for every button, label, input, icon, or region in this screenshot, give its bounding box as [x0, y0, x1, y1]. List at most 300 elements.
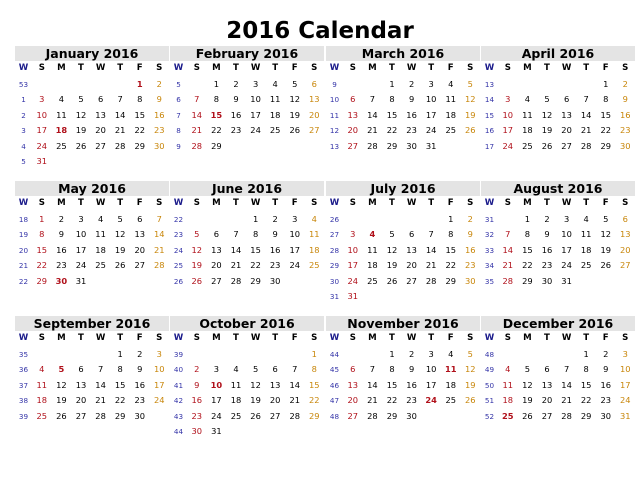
week-number: 18 — [18, 214, 29, 224]
day-cell: 20 — [347, 125, 359, 135]
week-number: 23 — [173, 230, 184, 239]
day-cell: 3 — [292, 213, 298, 224]
empty-day-cell — [110, 289, 130, 305]
day-cell: 15 — [114, 379, 126, 390]
day-cell: 16 — [600, 379, 611, 390]
week-row — [15, 212, 169, 228]
day-cell: 31 — [211, 426, 222, 436]
week-row — [15, 424, 169, 440]
weekday-header-row — [15, 61, 169, 77]
day-cell: 9 — [603, 364, 609, 374]
day-cell: 31 — [347, 291, 359, 301]
empty-day-cell — [32, 289, 52, 305]
week-number: 7 — [176, 110, 181, 120]
weekday-header-row — [481, 61, 635, 77]
weekday-header-row — [481, 196, 635, 212]
empty-day-cell — [187, 289, 207, 305]
empty-day-cell — [518, 347, 538, 363]
week-number-header: W — [18, 198, 29, 208]
day-cell: 2 — [137, 348, 143, 359]
week-row — [15, 123, 169, 139]
week-number: 27 — [329, 230, 340, 239]
week-number: 26 — [329, 214, 340, 224]
weekday-header: F — [136, 333, 143, 343]
week-row — [326, 77, 480, 93]
empty-day-cell — [130, 274, 150, 290]
empty-day-cell — [187, 212, 207, 228]
weekday-header: T — [583, 333, 590, 343]
day-cell: 3 — [350, 229, 356, 239]
empty-day-cell — [382, 212, 402, 228]
day-cell: 1 — [136, 78, 143, 89]
day-cell: 14 — [367, 379, 378, 390]
day-cell: 30 — [541, 275, 553, 286]
empty-day-cell — [71, 347, 91, 363]
day-cell: 16 — [56, 244, 67, 255]
empty-day-cell — [285, 289, 305, 305]
day-cell: 7 — [563, 364, 570, 374]
weekday-header: S — [622, 333, 629, 343]
weekday-header: M — [368, 198, 377, 208]
day-cell: 18 — [367, 260, 378, 270]
day-cell: 5 — [544, 94, 550, 104]
day-cell: 14 — [95, 379, 106, 390]
weekday-header: S — [38, 63, 45, 73]
day-cell: 5 — [467, 78, 473, 89]
week-row — [170, 227, 324, 243]
week-row — [326, 347, 480, 363]
day-cell: 29 — [445, 275, 456, 286]
day-cell: 10 — [250, 94, 261, 104]
empty-day-cell — [265, 139, 285, 155]
week-row — [170, 393, 324, 409]
day-cell: 29 — [386, 140, 398, 151]
day-cell: 5 — [117, 213, 123, 224]
week-row — [326, 108, 480, 124]
day-cell: 12 — [191, 244, 203, 255]
week-number: 8 — [176, 126, 181, 135]
empty-day-cell — [32, 424, 52, 440]
day-cell: 1 — [389, 348, 395, 359]
day-cell: 30 — [55, 275, 68, 286]
day-cell: 14 — [502, 244, 514, 255]
day-cell: 23 — [619, 125, 631, 135]
day-cell: 16 — [406, 109, 417, 120]
week-row — [481, 154, 635, 170]
day-cell: 16 — [230, 109, 242, 120]
month-days-table — [326, 331, 480, 440]
week-number: 22 — [173, 214, 184, 224]
day-cell: 12 — [56, 379, 67, 390]
day-cell: 28 — [230, 275, 242, 286]
day-cell: 16 — [153, 109, 165, 120]
week-number: 34 — [484, 261, 495, 270]
day-cell: 10 — [153, 364, 165, 374]
week-number-header: W — [484, 198, 495, 208]
week-number: 29 — [329, 261, 340, 270]
day-cell: 14 — [191, 109, 203, 120]
weekday-header: S — [504, 63, 511, 73]
weekday-header: S — [622, 63, 629, 73]
month-days-table — [326, 61, 480, 170]
day-cell: 2 — [194, 364, 200, 374]
month-title: October 2016 — [170, 316, 324, 331]
day-cell: 4 — [524, 94, 531, 104]
empty-day-cell — [226, 289, 246, 305]
day-cell: 6 — [563, 94, 570, 104]
day-cell: 17 — [425, 109, 437, 120]
week-row — [170, 378, 324, 394]
day-cell: 15 — [600, 109, 611, 120]
day-cell: 27 — [75, 410, 87, 421]
day-cell: 4 — [448, 78, 454, 89]
week-number: 17 — [484, 141, 495, 151]
empty-day-cell — [91, 424, 111, 440]
week-number-header: W — [484, 333, 495, 343]
weekday-header: M — [523, 198, 532, 208]
day-cell: 9 — [194, 379, 200, 390]
weekday-header: M — [57, 63, 66, 73]
day-cell: 17 — [289, 244, 300, 255]
month-days-table — [481, 61, 635, 170]
day-cell: 17 — [425, 379, 437, 390]
weekday-header: T — [78, 63, 84, 73]
day-cell: 21 — [425, 260, 437, 270]
weekday-header-row — [15, 331, 169, 347]
day-cell: 13 — [75, 379, 87, 390]
day-cell: 2 — [544, 213, 550, 224]
weekday-header: T — [389, 333, 395, 343]
empty-day-cell — [596, 274, 616, 290]
empty-day-cell — [187, 347, 207, 363]
day-cell: 9 — [544, 229, 550, 239]
day-cell: 14 — [580, 109, 592, 120]
week-number: 40 — [173, 365, 184, 374]
empty-day-cell — [421, 409, 441, 425]
day-cell: 29 — [114, 410, 126, 421]
week-number: 19 — [18, 230, 29, 239]
day-cell: 15 — [308, 379, 320, 390]
day-cell: 7 — [369, 364, 376, 374]
week-number: 32 — [484, 230, 495, 239]
day-cell: 24 — [502, 140, 514, 151]
day-cell: 19 — [464, 379, 476, 390]
day-cell: 21 — [561, 395, 572, 405]
day-cell: 19 — [75, 125, 87, 135]
month-title: July 2016 — [326, 181, 480, 196]
day-cell: 23 — [464, 260, 476, 270]
day-cell: 18 — [36, 395, 48, 405]
week-row — [481, 139, 635, 155]
week-row — [15, 154, 169, 170]
day-cell: 23 — [269, 260, 281, 270]
empty-day-cell — [363, 424, 383, 440]
day-cell: 27 — [211, 275, 222, 286]
empty-day-cell — [149, 424, 169, 440]
day-cell: 29 — [580, 410, 592, 421]
week-row — [326, 362, 480, 378]
week-row — [326, 378, 480, 394]
weekday-header: W — [406, 333, 417, 343]
day-cell: 27 — [406, 275, 417, 286]
week-number: 11 — [329, 110, 340, 120]
day-cell: 7 — [97, 364, 104, 374]
empty-day-cell — [52, 347, 72, 363]
weekday-header: S — [38, 333, 45, 343]
day-cell: 16 — [464, 244, 476, 255]
day-cell: 5 — [58, 364, 65, 374]
empty-day-cell — [596, 289, 616, 305]
day-cell: 9 — [408, 364, 415, 374]
day-cell: 31 — [75, 275, 87, 286]
day-cell: 13 — [347, 109, 359, 120]
day-cell: 14 — [367, 109, 378, 120]
month-march — [326, 46, 480, 170]
week-number: 26 — [173, 276, 184, 286]
day-cell: 19 — [600, 244, 611, 255]
empty-day-cell — [576, 289, 596, 305]
week-row — [170, 409, 324, 425]
day-cell: 5 — [292, 78, 298, 89]
week-row — [15, 227, 169, 243]
empty-day-cell — [91, 77, 111, 93]
week-row — [170, 274, 324, 290]
weekday-header: F — [447, 333, 454, 343]
day-cell: 14 — [561, 379, 572, 390]
empty-day-cell — [265, 347, 285, 363]
empty-day-cell — [615, 274, 635, 290]
day-cell: 6 — [78, 364, 84, 374]
weekday-header: S — [193, 198, 200, 208]
day-cell: 20 — [75, 395, 87, 405]
empty-day-cell — [149, 409, 169, 425]
weekday-header: T — [117, 333, 124, 343]
day-cell: 9 — [156, 94, 162, 104]
day-cell: 28 — [191, 140, 203, 151]
weekday-header: W — [95, 333, 106, 343]
weekday-header-row — [326, 331, 480, 347]
day-cell: 3 — [428, 348, 434, 359]
day-cell: 12 — [541, 109, 553, 120]
day-cell: 7 — [428, 229, 434, 239]
day-cell: 10 — [75, 229, 87, 239]
day-cell: 17 — [250, 109, 261, 120]
empty-day-cell — [421, 154, 441, 170]
week-row — [326, 289, 480, 305]
week-row — [170, 289, 324, 305]
week-row — [15, 139, 169, 155]
day-cell: 8 — [448, 229, 454, 239]
week-row — [326, 409, 480, 425]
empty-day-cell — [557, 154, 577, 170]
week-number: 12 — [329, 126, 340, 135]
weekday-header-row — [15, 196, 169, 212]
week-row — [326, 92, 480, 108]
day-cell: 22 — [114, 395, 126, 405]
empty-day-cell — [71, 424, 91, 440]
week-number: 43 — [173, 411, 184, 421]
weekday-header: T — [583, 198, 590, 208]
day-cell: 9 — [137, 364, 143, 374]
day-cell: 30 — [191, 426, 203, 436]
week-number: 41 — [173, 380, 184, 390]
week-row — [170, 92, 324, 108]
week-number: 35 — [484, 276, 495, 286]
day-cell: 1 — [117, 348, 123, 359]
weekday-header: W — [95, 63, 106, 73]
day-cell: 5 — [389, 229, 395, 239]
month-august — [481, 181, 635, 305]
month-days-table — [481, 196, 635, 305]
day-cell: 25 — [230, 410, 242, 421]
empty-day-cell — [52, 154, 72, 170]
day-cell: 29 — [134, 140, 145, 151]
week-row — [15, 409, 169, 425]
week-number: 52 — [484, 411, 495, 421]
week-number: 25 — [173, 261, 184, 270]
empty-day-cell — [91, 347, 111, 363]
weekday-header: T — [272, 198, 279, 208]
week-number: 28 — [329, 245, 340, 255]
day-cell: 27 — [134, 260, 145, 270]
day-cell: 30 — [134, 410, 145, 421]
day-cell: 26 — [464, 395, 476, 405]
day-cell: 9 — [58, 229, 65, 239]
day-cell: 19 — [114, 244, 126, 255]
empty-day-cell — [226, 347, 246, 363]
weekday-header: M — [523, 63, 532, 73]
empty-day-cell — [615, 289, 635, 305]
week-number: 45 — [329, 365, 340, 374]
week-row — [170, 123, 324, 139]
week-number — [481, 424, 498, 440]
day-cell: 10 — [347, 244, 359, 255]
day-cell: 22 — [600, 125, 611, 135]
empty-day-cell — [130, 154, 150, 170]
day-cell: 7 — [117, 94, 123, 104]
day-cell: 3 — [505, 94, 511, 104]
month-july — [326, 181, 480, 305]
day-cell: 27 — [95, 140, 106, 151]
week-row — [15, 378, 169, 394]
empty-day-cell — [130, 289, 150, 305]
day-cell: 21 — [367, 395, 378, 405]
day-cell: 22 — [308, 395, 320, 405]
day-cell: 18 — [445, 109, 456, 120]
month-days-table — [326, 196, 480, 305]
empty-day-cell — [441, 154, 461, 170]
weekday-header: F — [291, 63, 298, 73]
month-title: May 2016 — [15, 181, 169, 196]
day-cell: 8 — [524, 229, 531, 239]
weekday-header: T — [428, 333, 435, 343]
day-cell: 26 — [75, 140, 87, 151]
day-cell: 3 — [156, 348, 162, 359]
week-number: 13 — [484, 79, 495, 89]
day-cell: 8 — [603, 94, 609, 104]
week-row — [481, 92, 635, 108]
day-cell: 20 — [347, 395, 359, 405]
empty-day-cell — [615, 154, 635, 170]
empty-day-cell — [265, 424, 285, 440]
empty-day-cell — [498, 424, 518, 440]
day-cell: 27 — [561, 140, 572, 151]
week-number: 15 — [484, 110, 495, 120]
day-cell: 21 — [289, 395, 300, 405]
empty-day-cell — [576, 274, 596, 290]
week-number: 46 — [329, 380, 340, 390]
day-cell: 25 — [445, 125, 456, 135]
weekday-header: M — [57, 198, 66, 208]
day-cell: 5 — [78, 94, 84, 104]
day-cell: 17 — [502, 125, 514, 135]
day-cell: 23 — [600, 395, 611, 405]
week-number-header: W — [173, 333, 184, 343]
day-cell: 17 — [36, 125, 48, 135]
weekday-header: S — [311, 63, 318, 73]
day-cell: 6 — [97, 94, 104, 104]
weekday-header: W — [95, 198, 106, 208]
weekday-header: S — [349, 333, 356, 343]
day-cell: 11 — [580, 229, 592, 239]
empty-day-cell — [91, 274, 111, 290]
week-number: 9 — [176, 141, 181, 151]
weekday-header: T — [544, 63, 550, 73]
day-cell: 26 — [191, 275, 203, 286]
day-cell: 24 — [250, 125, 261, 135]
empty-day-cell — [537, 289, 557, 305]
day-cell: 27 — [269, 410, 281, 421]
day-cell: 28 — [153, 260, 165, 270]
day-cell: 25 — [95, 260, 106, 270]
day-cell: 5 — [194, 229, 200, 239]
empty-day-cell — [246, 289, 266, 305]
empty-day-cell — [576, 77, 596, 93]
day-cell: 8 — [39, 229, 45, 239]
weekday-header: T — [544, 333, 550, 343]
day-cell: 24 — [36, 140, 48, 151]
week-number — [481, 154, 498, 170]
day-cell: 24 — [153, 395, 165, 405]
day-cell: 31 — [561, 275, 572, 286]
weekday-header: F — [447, 63, 454, 73]
day-cell: 11 — [502, 379, 514, 390]
day-cell: 20 — [269, 395, 281, 405]
day-cell: 8 — [137, 94, 143, 104]
day-cell: 21 — [502, 260, 514, 270]
day-cell: 29 — [308, 410, 320, 421]
month-april — [481, 46, 635, 170]
week-number — [481, 289, 498, 305]
weekday-header: S — [622, 198, 629, 208]
day-cell: 22 — [250, 260, 261, 270]
week-row — [326, 154, 480, 170]
day-cell: 12 — [386, 244, 398, 255]
weekday-header: W — [250, 63, 261, 73]
empty-day-cell — [304, 154, 324, 170]
month-november — [326, 316, 480, 440]
day-cell: 26 — [56, 410, 67, 421]
empty-day-cell — [402, 289, 422, 305]
weekday-header: T — [117, 198, 124, 208]
day-cell: 1 — [311, 348, 317, 359]
day-cell: 4 — [233, 364, 239, 374]
day-cell: 6 — [213, 229, 220, 239]
day-cell: 25 — [522, 140, 533, 151]
day-cell: 6 — [544, 364, 550, 374]
day-cell: 7 — [233, 229, 239, 239]
day-cell: 19 — [541, 125, 553, 135]
